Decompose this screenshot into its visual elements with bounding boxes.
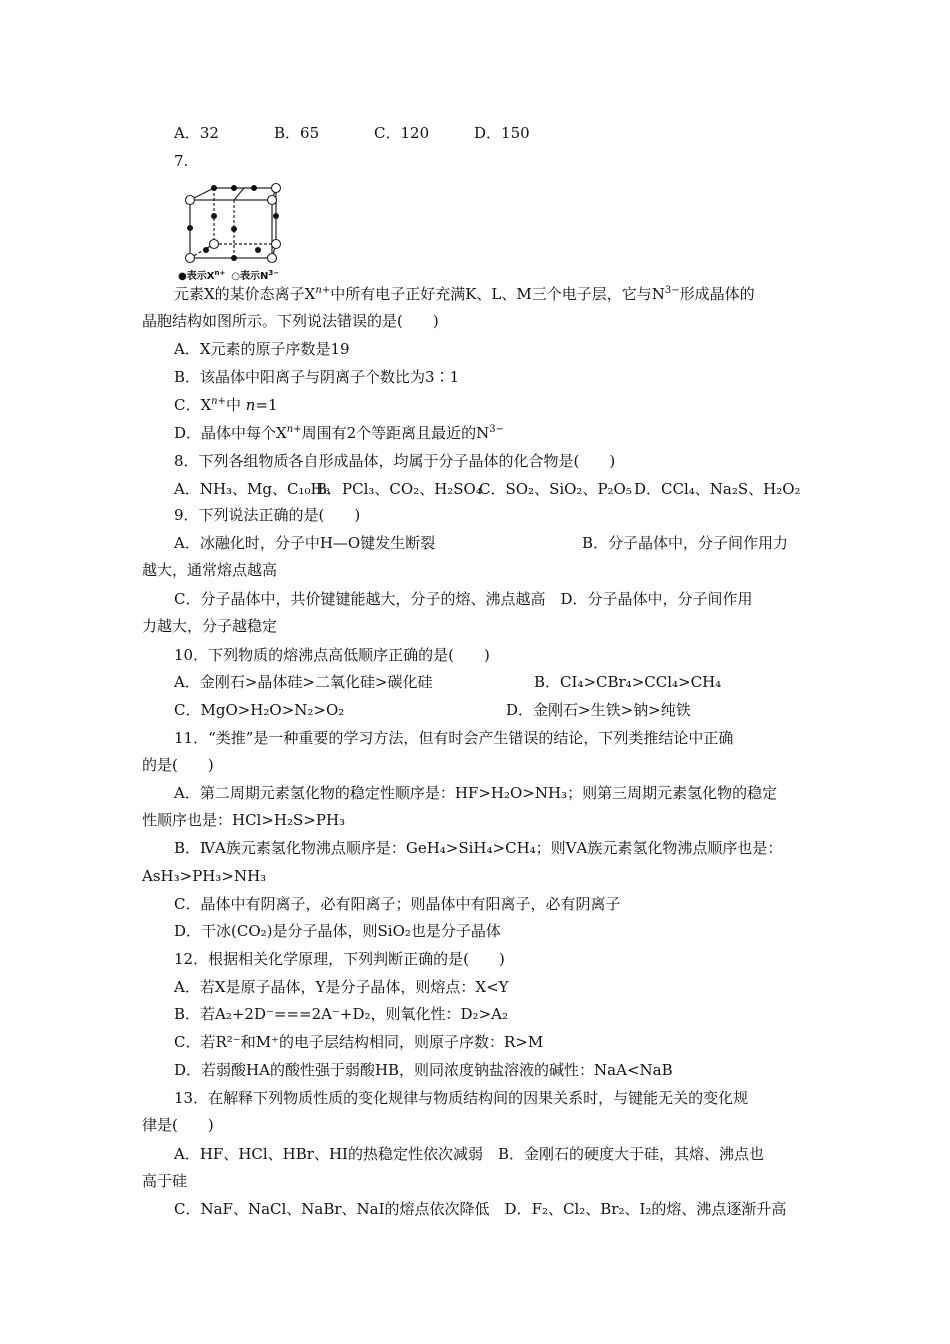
q8-option-a: A．NH₃、Mg、C₁₀H₈	[174, 480, 330, 498]
q6-options	[174, 123, 844, 143]
svg-text:●表示Xn+○表示N3−: ●表示$X^{n+}$ ○表示$N^{3-}$	[178, 269, 280, 282]
q7-option-d: D．晶体中每个$X^{n+}$周围有2个等距离且最近的$N^{3-}$	[174, 424, 504, 442]
q9-option-c-d: C．分子晶体中，共价键键能越大，分子的熔、沸点越高 D．分子晶体中，分子间作用	[174, 590, 753, 608]
q10-option-c: C．MgO>H₂O>N₂>O₂	[174, 701, 345, 719]
q13-option-b-cont: 高于硅	[142, 1172, 188, 1190]
q11-option-a: A．第二周期元素氢化物的稳定性顺序是：HF>H₂O>NH₃；则第三周期元素氢化物的稳定	[174, 784, 778, 802]
q11-option-b: B．ⅣA族元素氢化物沸点顺序是：GeH₄>SiH₄>CH₄；则ⅤA族元素氢化物沸点顺序也是：	[174, 839, 783, 857]
q11-stem-line2: 的是( )	[142, 756, 214, 774]
q13-stem-line1: 13．在解释下列物质性质的变化规律与物质结构间的因果关系时，与键能无关的变化规	[174, 1089, 749, 1107]
q7-number: 7.	[174, 152, 189, 170]
q11-option-d: D．干冰(CO₂)是分子晶体，则SiO₂也是分子晶体	[174, 922, 501, 940]
q8-option-b: B．PCl₃、CO₂、H₂SO₄	[316, 480, 482, 498]
q6-option-c: C．120	[374, 124, 430, 142]
q7-stem-line1: 元素X的某价态离子$X^{n+}$中所有电子正好充满K、L、M三个电子层，它与$N^{3-}$形成晶体的	[174, 285, 755, 303]
q12-stem: 12．根据相关化学原理，下列判断正确的是( )	[174, 950, 505, 968]
q12-option-d: D．若弱酸HA的酸性强于弱酸HB，则同浓度钠盐溶液的碱性：NaA<NaB	[174, 1061, 673, 1079]
q10-option-b: B．CI₄>CBr₄>CCl₄>CH₄	[534, 673, 722, 691]
q7-option-a: A．X元素的原子序数是19	[174, 340, 350, 358]
q9-stem: 9．下列说法正确的是( )	[174, 506, 361, 524]
q6-option-d: D．150	[474, 124, 530, 142]
q7-stem-line2: 晶胞结构如图所示。下列说法错误的是( )	[142, 312, 439, 330]
q11-stem-line1: 11．“类推”是一种重要的学习方法，但有时会产生错误的结论，下列类推结论中正确	[174, 729, 734, 747]
q13-option-a-b: A．HF、HCl、HBr、HI的热稳定性依次减弱 B．金刚石的硬度大于硅，其熔、沸点也	[174, 1145, 764, 1163]
q9-option-d-cont: 力越大，分子越稳定	[142, 617, 278, 635]
crystal-cell-figure	[172, 178, 312, 284]
q10-option-d: D．金刚石>生铁>钠>纯铁	[506, 701, 691, 719]
q9-option-b: B．分子晶体中，分子间作用力	[582, 534, 789, 552]
q9-option-b-cont: 越大，通常熔点越高	[142, 561, 278, 579]
q6-option-a: A．32	[174, 124, 219, 142]
q13-option-c-d: C．NaF、NaCl、NaBr、NaI的熔点依次降低 D．F₂、Cl₂、Br₂、I₂的熔、沸点逐渐升高	[174, 1200, 787, 1218]
q11-option-c: C．晶体中有阴离子，必有阳离子；则晶体中有阳离子，必有阴离子	[174, 895, 621, 913]
q8-option-d: D．CCl₄、Na₂S、H₂O₂	[634, 480, 801, 498]
q8-option-c: C．SO₂、SiO₂、P₂O₅	[479, 480, 632, 498]
q12-option-a: A．若X是原子晶体，Y是分子晶体，则熔点：X<Y	[174, 978, 509, 996]
q11-option-a-cont: 性顺序也是：HCl>H₂S>PH₃	[142, 811, 346, 829]
q11-option-b-cont: AsH₃>PH₃>NH₃	[142, 867, 267, 885]
q6-option-b: B．65	[274, 124, 320, 142]
q10-option-a: A．金刚石>晶体硅>二氧化硅>碳化硅	[174, 673, 433, 691]
legend-n: ○表示N	[231, 271, 269, 282]
q10-stem: 10．下列物质的熔沸点高低顺序正确的是( )	[174, 646, 490, 664]
legend-x: ●表示X	[178, 271, 215, 282]
q8-options	[174, 479, 844, 499]
q12-option-b: B．若A₂+2D⁻===2A⁻+D₂，则氧化性：D₂>A₂	[174, 1005, 508, 1023]
q13-stem-line2: 律是( )	[142, 1116, 214, 1134]
q12-option-c: C．若R²⁻和M⁺的电子层结构相同，则原子序数：R>M	[174, 1033, 544, 1051]
q8-stem: 8．下列各组物质各自形成晶体，均属于分子晶体的化合物是( )	[174, 452, 616, 470]
q7-option-c: C．$X^{n+}$中 n=1	[174, 396, 278, 414]
q7-option-b: B．该晶体中阳离子与阴离子个数比为3∶1	[174, 368, 460, 386]
q9-option-a: A．冰融化时，分子中H—O键发生断裂	[174, 534, 436, 552]
